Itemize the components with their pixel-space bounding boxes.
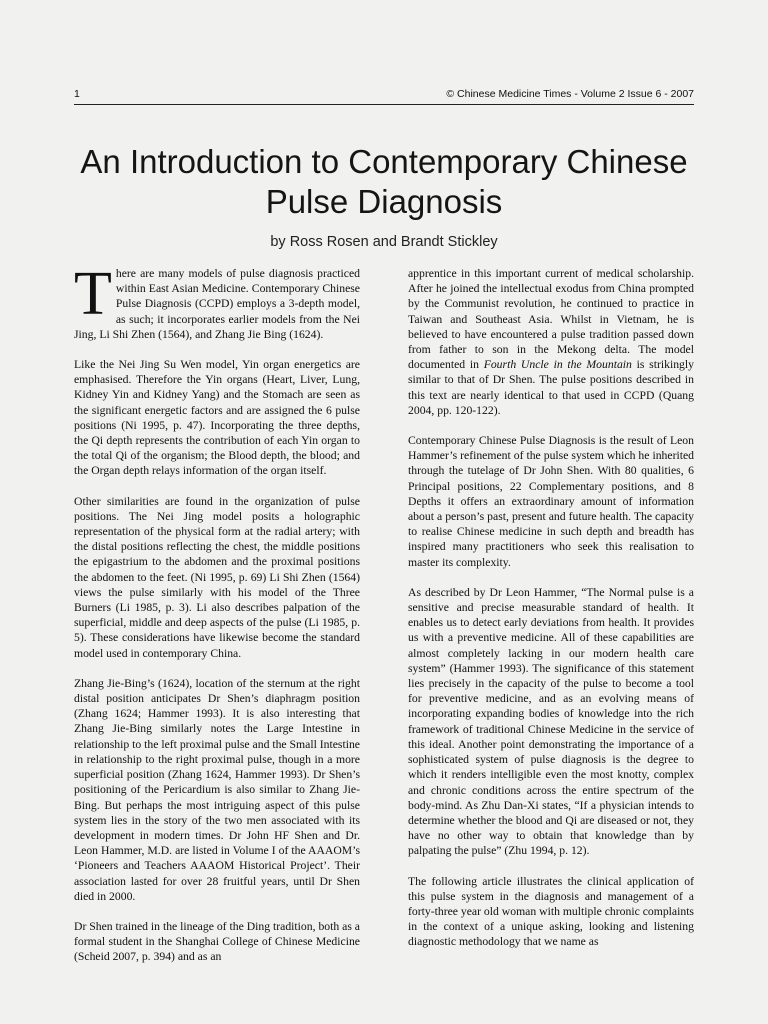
paragraph — [74, 260, 360, 342]
journal-citation: © Chinese Medicine Times - Volume 2 Issue 6 - 2007 — [446, 88, 694, 100]
paragraph: Other similarities are found in the organization of pulse positions. The Nei Jing model posits a holographic representation of the physical form at the radial artery; with the distal positions reflecting the chest, the middle positions the epigastrium to the abdomen and the proximal positions the abdomen to the feet. (Ni 1995, p. 69) Li Shi Zhen (1564) views the pulse similarly with his model of the Three Burners (Li 1985, p. 3). Li also describes palpation of the superficial, middle and deep aspects of the pulse (Li 1985, p. 5). These considerations have likewise become the standard model used in contemporary China. — [74, 494, 360, 660]
paragraph: Like the Nei Jing Su Wen model, Yin organ energetics are emphasised. Therefore the Yin organs (Heart, Liver, Lung, Kidney Yin and Kidney Yang) and the Stomach are seen as the significant energetic factors and are assigned the 6 pulse positions (Ni 1995, p. 47). Incorporating the three depths, the Qi depth represents the contribution of each Yin organ to the total Qi of the organism; the Blood depth, the blood; and the Organ depth relays information of the organ itself. — [74, 358, 360, 478]
paragraph-text: apprentice in this important current of medical scholarship. After he joined the intellectual exodus from China prompted by the Communist revolution, he continued to practice in Taiwan and Southeast Asia. Whilst in Vietnam, he is believed to have encountered a pulse tradition passed down from father to son in the Mekong delta. The model documented in — [408, 267, 694, 372]
paragraph-text: here are many models of pulse diagnosis practiced within East Asian Medicine. Contemporary Chinese Pulse Diagnosis (CCPD) employs a 3-depth model, as such; it incorporates earlier models from the Nei Jing, Li Shi Zhen (1564), and Zhang Jie Bing (1624). — [74, 267, 360, 341]
paragraph: As described by Dr Leon Hammer, “The Normal pulse is a sensitive and precise measurable standard of health. It enables us to detect early deviations from health. It provides us with a preventive medicine. All of these capabilities are almost completely lacking in our modern health care system” (Hammer 1993). The significance of this statement lies precisely in the capacity of the pulse to become a tool for preventive medicine, and as an evolving means of incorporating expanding bodies of knowledge into the rich framework of traditional Chinese Medicine in the service of this ideal. Another point demonstrating the importance of a sophisticated system of pulse diagnosis is the degree to which it renders intelligible even the most knotty, complex and chronic conditions across the entire spectrum of the body-mind. As Zhu Dan-Xi states, “If a physician intends to determine whether the blood and Qi are diseased or not, they have no other way to obtain that knowledge than by palpating the pulse” (Zhu 1994, p. 12). — [408, 585, 694, 858]
left-column — [74, 260, 360, 980]
page-number: 1 — [74, 88, 80, 100]
paragraph: Contemporary Chinese Pulse Diagnosis is the result of Leon Hammer’s refinement of the pulse system which he inherited through the tutelage of Dr John Shen. With 80 qualities, 6 Principal positions, 22 Complementary positions, and 8 Depths it offers an extraordinary amount of information about a person’s past, present and future health. The capacity to realise Chinese medicine in such depth and breadth has inspired many practitioners who seek this realisation to master its complexity. — [408, 434, 694, 569]
drop-cap: T — [74, 260, 112, 328]
right-column — [408, 266, 694, 965]
article-title: An Introduction to Contemporary Chinese Pulse Diagnosis — [80, 143, 688, 220]
paragraph: The following article illustrates the clinical application of this pulse system in the diagnosis and management of a forty-three year old woman with multiple chronic complaints in the context of a unique asking, looking and listening diagnostic methodology that we name as — [408, 874, 694, 949]
running-header — [74, 88, 694, 105]
paragraph: Zhang Jie-Bing’s (1624), location of the sternum at the right distal position anticipates Dr Shen’s diaphragm position (Zhang 1624; Hammer 1993). It is also interesting that Zhang Jie-Bing similarly notes the Large Intestine in relationship to the left proximal pulse and the Small Intestine in relationship to the right proximal pulse, though in a more superficial position (Zhang 1624, Hammer 1993). Dr Shen’s positioning of the Pericardium is also similar to Zhang Jie-Bing. But perhaps the most intriguing aspect of this pulse system lies in the story of the two men associated with its development in modern times. Dr John HF Shen and Dr. Leon Hammer, M.D. are listed in Volume I of the AAAOM’s ‘Pioneers and Teachers AAAOM Historical Project’. Their association lasted for over 28 fruitful years, until Dr Shen died in 2000. — [74, 676, 360, 903]
book-title: Fourth Uncle in the Mountain — [483, 358, 632, 372]
article-byline: by Ross Rosen and Brandt Stickley — [270, 234, 498, 250]
paragraph — [408, 266, 694, 418]
paragraph: Dr Shen trained in the lineage of the Ding tradition, both as a formal student in the Shanghai College of Chinese Medicine (Scheid 2007, p. 394) and as an — [74, 919, 360, 964]
paragraph-text: is strikingly similar to that of Dr Shen. The pulse positions described in this text are nearly identical to that used in CCPD (Quang 2004, pp. 120-122). — [408, 358, 694, 417]
